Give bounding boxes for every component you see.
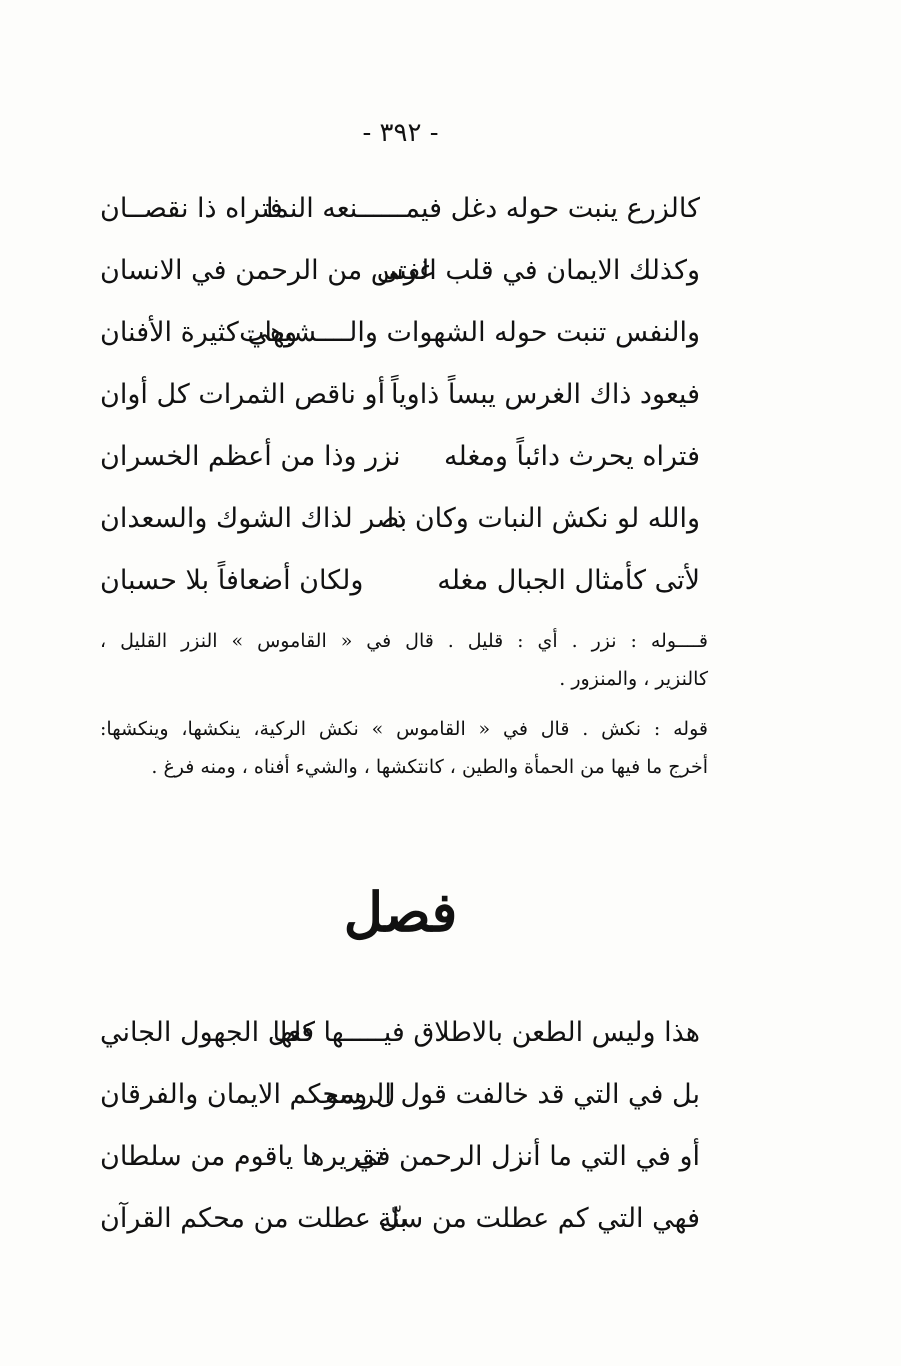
footnote-line: قــــوله : نزر . أي : قليل . قال في « القاموس » النزر القليل ، [100,630,708,652]
verses-part-1 [100,178,700,612]
verse-first-hemistich: هذا وليس الطعن بالاطلاق فيـــــها كلها [272,1017,700,1048]
footnotes [100,622,708,798]
page-number: - ٣٩٢ - [362,118,439,148]
verse-second-hemistich: فتراه ذا نقصــان [100,193,283,224]
verse-second-hemistich: ل ومحكم الايمان والفرقان [100,1079,396,1110]
verse-first-hemistich: بل في التي قد خالفت قول الرسو [324,1079,700,1110]
verse-first-hemistich: وكذلك الايمان في قلب الفتى [376,255,700,286]
verse-first-hemistich: فتراه يحرث دائباً ومغله [444,441,700,472]
verse-line [100,1126,700,1188]
verse-line [100,488,700,550]
verse-first-hemistich: والله لو نكش النبات وكان ذا [386,503,700,534]
verse-line [100,240,700,302]
verse-first-hemistich: والنفس تنبت حوله الشهوات والــــشبهات [239,317,700,348]
verse-line [100,364,700,426]
verse-second-hemistich: بصر لذاك الشوك والسعدان [100,503,408,534]
verse-first-hemistich: أو في التي ما أنزل الرحمن في [355,1141,700,1172]
section-heading: فصل [343,880,458,944]
verse-line [100,1064,700,1126]
verse-first-hemistich: فيعود ذاك الغرس يبساً ذاوياً [390,379,700,410]
verse-first-hemistich: فهي التي كم عطلت من سنّة [378,1203,700,1234]
verse-line [100,550,700,612]
verse-second-hemistich: تقريرها ياقوم من سلطان [100,1141,383,1172]
verse-line [100,1188,700,1250]
verse-second-hemistich: وهي كثيرة الأفنان [100,317,298,348]
verse-second-hemistich: غرس من الرحمن في الانسان [100,255,433,286]
verse-line [100,426,700,488]
verse-second-hemistich: ولكان أضعافاً بلا حسبان [100,565,364,596]
verse-line [100,302,700,364]
verse-line [100,178,700,240]
verse-second-hemistich: بل عطلت من محكم القرآن [100,1203,408,1234]
footnote-line: كالنزير ، والمنزور . [559,668,708,690]
verse-second-hemistich: أو ناقص الثمرات كل أوان [100,379,386,410]
footnote [100,710,708,786]
verse-first-hemistich: لأتى كأمثال الجبال مغله [437,565,700,596]
footnote-line: أخرج ما فيها من الحمأة والطين ، كانتكشها ، والشيء أفناه ، ومنه فرغ . [151,756,708,778]
footnote [100,622,708,698]
verse-second-hemistich: فعل الجهول الجاني [100,1017,315,1048]
verse-first-hemistich: كالزرع ينبت حوله دغل فيمــــــنعه النما [265,193,700,224]
verse-line [100,1002,700,1064]
verse-second-hemistich: نزر وذا من أعظم الخسران [100,441,401,472]
footnote-line: قوله : نكش . قال في « القاموس » نكش الركية، ينكشها، وينكشها: [100,718,708,740]
verses-part-2 [100,1002,700,1250]
